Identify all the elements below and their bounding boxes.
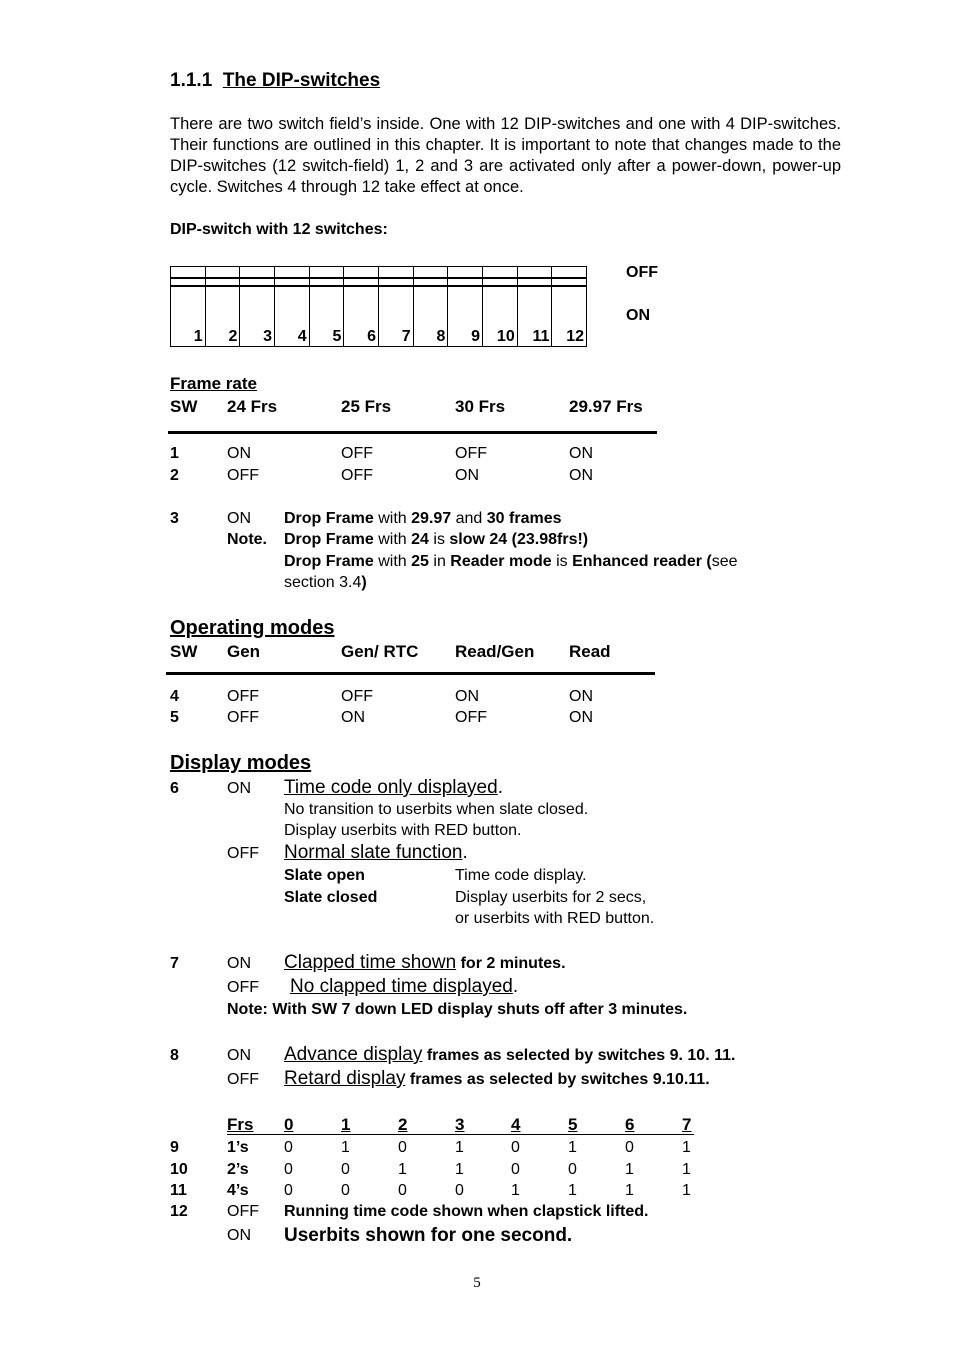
dip-lever bbox=[171, 277, 205, 287]
table-cell: ON bbox=[569, 688, 593, 705]
sw3-note-label: Note. bbox=[227, 531, 267, 548]
frs-row-value: 0 bbox=[625, 1139, 634, 1156]
sw8-on: ON bbox=[227, 1047, 251, 1064]
dip-number: 5 bbox=[332, 328, 342, 345]
table-header-cell: 24 Frs bbox=[227, 397, 278, 416]
frs-row-sw: 9 bbox=[170, 1139, 179, 1156]
table-cell: 2 bbox=[170, 467, 179, 484]
table-header-cell: SW bbox=[170, 642, 198, 661]
frs-row-value: 1 bbox=[398, 1160, 407, 1178]
frs-row-sw: 11 bbox=[170, 1182, 187, 1199]
frs-row-value: 0 bbox=[284, 1160, 293, 1178]
dip-lever bbox=[206, 277, 240, 287]
dip-number: 11 bbox=[532, 328, 550, 345]
frs-row-value: 0 bbox=[511, 1139, 520, 1156]
dip-switch-4 bbox=[274, 267, 309, 346]
table-cell: ON bbox=[455, 467, 479, 484]
dip-number: 9 bbox=[471, 328, 481, 345]
dip-switch-diagram bbox=[170, 266, 587, 347]
sw3-line4: section 3.4) bbox=[284, 574, 367, 591]
frs-row-value: 0 bbox=[398, 1182, 407, 1199]
intro-paragraph: There are two switch field’s inside. One with 12 DIP-switches and one with 4 DIP-switches. Their functions are outlined in this chapter. It is important to note that changes made to the DIP-switches (12 switch-field) 1, 2 and 3 are activated only after a power-down, power-up cycle. Switches 4 through 12 take effect at once. bbox=[170, 115, 841, 196]
frs-header-value: 1 bbox=[341, 1115, 351, 1134]
dip-switch-9 bbox=[447, 267, 482, 346]
table-cell: OFF bbox=[455, 709, 487, 726]
sw8-off: OFF bbox=[227, 1071, 259, 1088]
sw6-number: 6 bbox=[170, 780, 179, 797]
dip-lever bbox=[275, 277, 309, 287]
operating-modes-title: Operating modes bbox=[170, 617, 335, 639]
table-cell: 1 bbox=[170, 445, 179, 462]
frs-header-value: 5 bbox=[568, 1115, 578, 1134]
dip-off-label: OFF bbox=[626, 264, 658, 281]
table-cell: OFF bbox=[341, 445, 373, 462]
frs-row-value: 0 bbox=[284, 1182, 293, 1199]
dip-switch-12 bbox=[551, 267, 586, 346]
sw8-number: 8 bbox=[170, 1047, 179, 1064]
section-title: The DIP-switches bbox=[222, 70, 381, 91]
frs-row-value: 1 bbox=[682, 1182, 691, 1199]
sw7-off-text: No clapped time displayed. bbox=[290, 976, 519, 997]
table-cell: OFF bbox=[227, 709, 259, 726]
frs-row-value: 1 bbox=[682, 1139, 691, 1156]
table-cell: OFF bbox=[227, 467, 259, 484]
table-cell: ON bbox=[569, 709, 593, 726]
sw12-on-text: Userbits shown for one second. bbox=[284, 1225, 573, 1246]
sw6-on-line2: Display userbits with RED button. bbox=[284, 822, 522, 839]
dip-switch-11 bbox=[517, 267, 552, 346]
dip-switch-1 bbox=[171, 267, 205, 346]
table-cell: ON bbox=[341, 709, 365, 726]
dip-number: 8 bbox=[436, 328, 446, 345]
frs-row-label: 2’s bbox=[227, 1160, 249, 1178]
section-number: 1.1.1 bbox=[170, 70, 213, 91]
sw7-number: 7 bbox=[170, 955, 179, 972]
slate-closed-label: Slate closed bbox=[284, 889, 378, 906]
dip-lever bbox=[448, 277, 482, 287]
table-header-cell: 25 Frs bbox=[341, 397, 392, 416]
slate-open-text: Time code display. bbox=[455, 867, 587, 884]
sw3-line2: Drop Frame with 24 is slow 24 (23.98frs!) bbox=[284, 531, 589, 548]
sw3-number: 3 bbox=[170, 510, 179, 527]
sw7-off: OFF bbox=[227, 979, 259, 996]
frs-row-value: 1 bbox=[341, 1139, 350, 1156]
operating-modes-rule bbox=[166, 672, 655, 675]
dip-switch-5 bbox=[309, 267, 344, 346]
frame-rate-title: Frame rate bbox=[170, 374, 257, 393]
sw7-note: Note: With SW 7 down LED display shuts off after 3 minutes. bbox=[227, 1001, 688, 1018]
frs-row-value: 1 bbox=[682, 1160, 691, 1178]
frs-row-value: 0 bbox=[284, 1139, 293, 1156]
table-header-cell: Gen bbox=[227, 642, 261, 661]
dip-lever bbox=[414, 277, 448, 287]
frs-row-value: 1 bbox=[455, 1160, 464, 1178]
sw6-off: OFF bbox=[227, 845, 259, 862]
frs-row-value: 1 bbox=[511, 1182, 520, 1199]
table-cell: OFF bbox=[341, 688, 373, 705]
sw3-line3: Drop Frame with 25 in Reader mode is Enhanced reader (see bbox=[284, 553, 738, 570]
frs-header-value: 0 bbox=[284, 1115, 294, 1134]
page-number: 5 bbox=[473, 1275, 481, 1291]
dip-lever bbox=[552, 277, 586, 287]
frs-row-value: 1 bbox=[625, 1182, 634, 1199]
frs-row-value: 1 bbox=[568, 1182, 577, 1199]
table-cell: ON bbox=[455, 688, 479, 705]
dip-lever bbox=[240, 277, 274, 287]
table-cell: ON bbox=[227, 445, 251, 462]
dip-switch-8 bbox=[413, 267, 448, 346]
table-header-cell: Read bbox=[569, 642, 611, 661]
frs-header-value: 2 bbox=[398, 1115, 408, 1134]
table-cell: OFF bbox=[455, 445, 487, 462]
dip-number: 2 bbox=[228, 328, 238, 345]
table-header-cell: 30 Frs bbox=[455, 397, 506, 416]
dip-number: 1 bbox=[193, 328, 203, 345]
sw12-on: ON bbox=[227, 1227, 251, 1244]
sw12-number: 12 bbox=[170, 1203, 188, 1220]
table-header-cell: Gen/ RTC bbox=[341, 642, 419, 661]
frs-header-rule bbox=[227, 1134, 694, 1135]
frs-header-value: 3 bbox=[455, 1115, 465, 1134]
sw6-on: ON bbox=[227, 780, 251, 797]
sw7-on: ON bbox=[227, 955, 251, 972]
sw8-off-text: Retard display frames as selected by switches 9.10.11. bbox=[284, 1068, 710, 1089]
frs-row-value: 0 bbox=[568, 1160, 577, 1178]
frs-header-value: 4 bbox=[511, 1115, 521, 1134]
dip-lever bbox=[344, 277, 378, 287]
sw8-on-text: Advance display frames as selected by switches 9. 10. 11. bbox=[284, 1044, 736, 1065]
slate-closed-text2: or userbits with RED button. bbox=[455, 910, 655, 927]
table-cell: ON bbox=[569, 445, 593, 462]
sw12-off: OFF bbox=[227, 1203, 259, 1220]
sw6-on-line1: No transition to userbits when slate closed. bbox=[284, 801, 589, 818]
dip-switch-6 bbox=[343, 267, 378, 346]
frs-row-value: 0 bbox=[398, 1139, 407, 1156]
dip-switch-7 bbox=[378, 267, 413, 346]
dip-number: 12 bbox=[566, 328, 585, 345]
dip-number: 4 bbox=[297, 328, 307, 345]
table-cell: OFF bbox=[341, 467, 373, 484]
table-header-cell: SW bbox=[170, 397, 198, 416]
sw7-on-text: Clapped time shown for 2 minutes. bbox=[284, 952, 566, 973]
frs-header-label: Frs bbox=[227, 1115, 254, 1134]
frs-row-value: 0 bbox=[511, 1160, 520, 1178]
slate-closed-text1: Display userbits for 2 secs, bbox=[455, 889, 647, 906]
dip-switch-2 bbox=[205, 267, 240, 346]
dip-on-label: ON bbox=[626, 307, 650, 324]
dip-switch-10 bbox=[482, 267, 517, 346]
table-header-cell: 29.97 Frs bbox=[569, 397, 643, 416]
frs-row-value: 1 bbox=[625, 1160, 634, 1178]
dip-switch-3 bbox=[239, 267, 274, 346]
section-heading bbox=[170, 70, 380, 92]
frs-row-value: 1 bbox=[568, 1139, 577, 1156]
dip-lever bbox=[518, 277, 552, 287]
display-modes-title: Display modes bbox=[170, 752, 312, 774]
frs-row-value: 0 bbox=[341, 1160, 350, 1178]
sw12-off-text: Running time code shown when clapstick lifted. bbox=[284, 1203, 649, 1220]
frs-header-value: 6 bbox=[625, 1115, 635, 1134]
dip-number: 7 bbox=[401, 328, 411, 345]
dip-lever bbox=[310, 277, 344, 287]
dip-lever bbox=[379, 277, 413, 287]
slate-open-label: Slate open bbox=[284, 867, 365, 884]
dip-number: 10 bbox=[496, 328, 515, 345]
dip-caption: DIP-switch with 12 switches: bbox=[170, 221, 388, 238]
dip-number: 3 bbox=[263, 328, 273, 345]
frs-row-value: 0 bbox=[455, 1182, 464, 1199]
frs-header-value: 7 bbox=[682, 1115, 692, 1134]
frs-row-label: 4’s bbox=[227, 1182, 249, 1199]
table-cell: ON bbox=[569, 467, 593, 484]
frs-row-value: 0 bbox=[341, 1182, 350, 1199]
frs-row-sw: 10 bbox=[170, 1160, 188, 1178]
table-header-cell: Read/Gen bbox=[455, 642, 535, 661]
sw6-off-title: Normal slate function. bbox=[284, 842, 468, 863]
table-cell: 4 bbox=[170, 688, 179, 705]
sw3-line1: Drop Frame with 29.97 and 30 frames bbox=[284, 510, 562, 527]
sw6-on-title: Time code only displayed. bbox=[284, 777, 503, 798]
frs-row-value: 1 bbox=[455, 1139, 464, 1156]
table-cell: 5 bbox=[170, 709, 179, 726]
dip-lever bbox=[483, 277, 517, 287]
table-cell: OFF bbox=[227, 688, 259, 705]
sw3-state: ON bbox=[227, 510, 251, 527]
frame-rate-rule bbox=[168, 431, 657, 434]
dip-number: 6 bbox=[367, 328, 377, 345]
frs-row-label: 1’s bbox=[227, 1139, 249, 1156]
